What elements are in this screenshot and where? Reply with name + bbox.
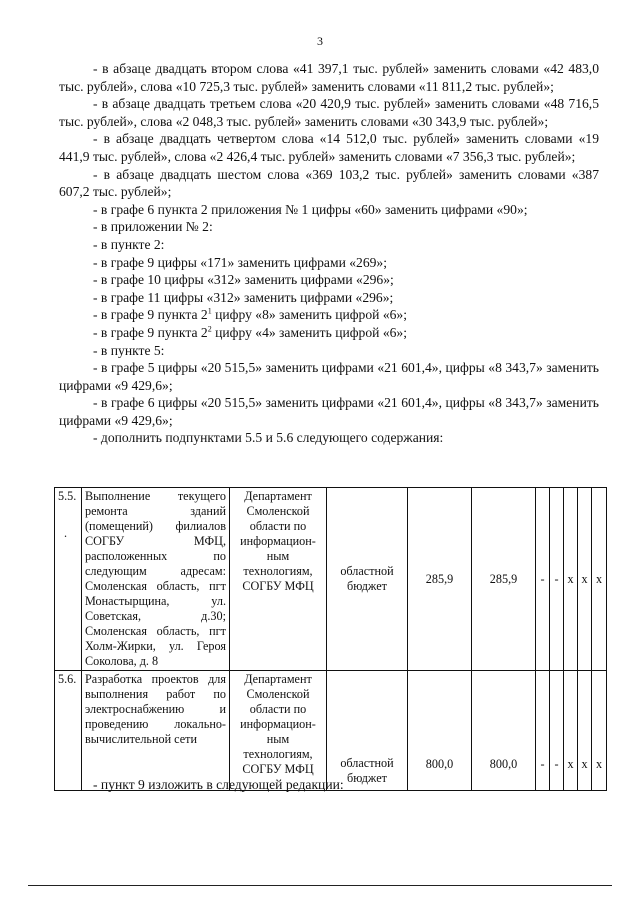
list-line: - дополнить подпунктами 5.5 и 5.6 следующего содержания: (93, 430, 444, 446)
list-line: - в графе 9 цифры «171» заменить цифрами «269»; (93, 254, 388, 270)
list-line: - в графе 10 цифры «312» заменить цифрами «296»; (93, 272, 394, 288)
value-cell: 800,0 (408, 671, 472, 791)
list-line: - в графе 11 цифры «312» заменить цифрами «296»; (93, 289, 394, 305)
paragraph: - в абзаце двадцать четвертом слова «14 512,0 тыс. рублей» заменить словами «19 441,9 тыс. рублей», слова «2 426,4 тыс. рублей» заменить словами «7 356,3 тыс. рублей»; (59, 131, 599, 164)
value-cell: 285,9 (408, 488, 472, 671)
status-cell: - (536, 671, 550, 791)
paragraph: - в графе 5 цифры «20 515,5» заменить цифрами «21 601,4», цифры «8 343,7» заменить цифрами «9 429,6»; (59, 360, 599, 393)
line-text: цифру «4» заменить цифрой «6»; (211, 324, 407, 340)
page-bottom-rule (28, 885, 612, 886)
list-line: - в приложении № 2: (93, 219, 213, 235)
superscript: 1 (207, 306, 212, 316)
superscript: 2 (207, 324, 212, 334)
status-cell: х (592, 488, 607, 671)
document-body (59, 60, 599, 447)
row-number-cell: 5.6. (55, 671, 82, 791)
list-line: - в пункте 5: (93, 342, 165, 358)
description-cell: Разработка проектов для выполнения работ по электроснабжению и проведению локально-вычислительной сети (82, 671, 230, 791)
value-cell: 800,0 (472, 671, 536, 791)
table-row (55, 671, 607, 791)
line-text: цифру «8» заменить цифрой «6»; (211, 307, 407, 323)
list-line: - в графе 6 пункта 2 приложения № 1 цифры «60» заменить цифрами «90»; (93, 201, 528, 217)
paragraph: - в графе 6 цифры «20 515,5» заменить цифрами «21 601,4», цифры «8 343,7» заменить цифрами «9 429,6»; (59, 395, 599, 428)
row-mark: . (64, 526, 68, 540)
list-line-superscript (59, 306, 599, 324)
page-number: 3 (317, 34, 323, 48)
line-text: - в графе 9 пункта 2 (93, 324, 208, 340)
status-cell: х (564, 671, 578, 791)
source-cell: областной бюджет (327, 488, 408, 671)
status-cell: х (592, 671, 607, 791)
paragraph: - в абзаце двадцать втором слова «41 397,1 тыс. рублей» заменить словами «42 483,0 тыс. рублей», слова «10 725,3 тыс. рублей» заменить словами «11 811,2 тыс. рублей»; (59, 61, 599, 94)
row-number: 5.5. (58, 489, 77, 503)
department-cell: Департамент Смоленской области по информацион-ным технологиям, СОГБУ МФЦ (230, 488, 327, 671)
amendments-table (54, 487, 607, 791)
status-cell: - (550, 671, 564, 791)
department-cell: Департамент Смоленской области по информацион-ным технологиям, СОГБУ МФЦ (230, 671, 327, 791)
status-cell: х (564, 488, 578, 671)
line-text: - в графе 9 пункта 2 (93, 307, 208, 323)
value-cell: 285,9 (472, 488, 536, 671)
paragraph: - в абзаце двадцать шестом слова «369 103,2 тыс. рублей» заменить словами «387 607,2 тыс. рублей»; (59, 166, 599, 200)
source-cell: областной бюджет (327, 671, 408, 791)
status-cell: х (578, 671, 592, 791)
paragraph: - в абзаце двадцать третьем слова «20 420,9 тыс. рублей» заменить словами «48 716,5 тыс. рублей», слова «2 048,3 тыс. рублей» заменить словами «30 343,9 тыс. рублей»; (59, 96, 599, 129)
closing-line: - пункт 9 изложить в следующей редакции: (93, 777, 344, 792)
description-cell: Выполнение текущего ремонта зданий (помещений) филиалов СОГБУ МФЦ, расположенных по следующим адресам: Смоленская область, пгт Монастырщина, ул. Советская, д.30; Смоленская область, пгт Холм-Жирки, ул. Героя Соколова, д. 8 (82, 488, 230, 671)
status-cell: - (550, 488, 564, 671)
status-cell: х (578, 488, 592, 671)
list-line: - в пункте 2: (93, 236, 165, 252)
list-line-superscript (59, 324, 599, 342)
status-cell: - (536, 488, 550, 671)
table-row (55, 488, 607, 671)
row-number-cell (55, 488, 82, 671)
